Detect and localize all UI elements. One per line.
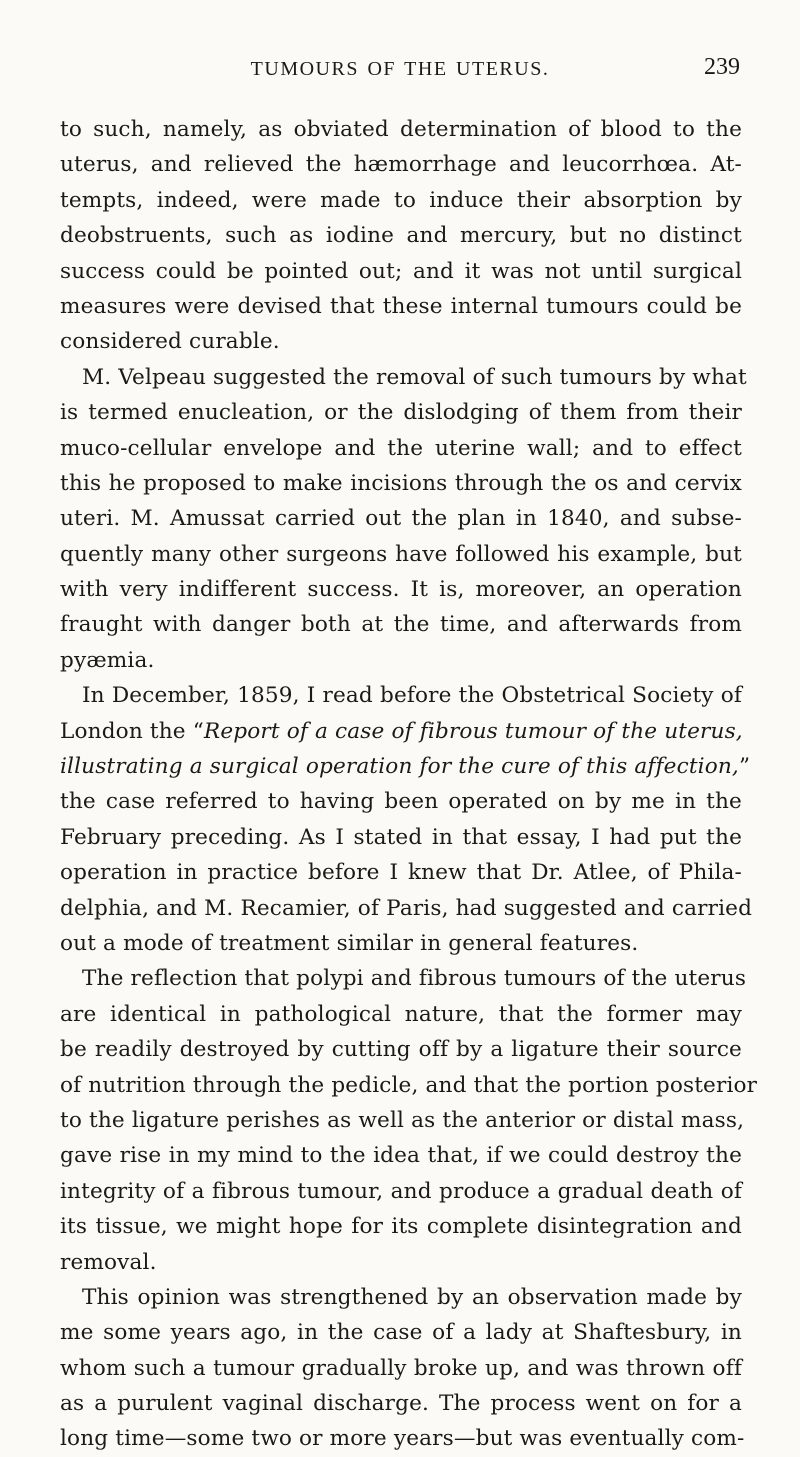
text-line: measures were devised that these internal tumours could be: [60, 293, 742, 319]
text-line: long time—some two or more years—but was eventually com-: [60, 1426, 745, 1452]
text-line: removal.: [60, 1249, 157, 1275]
italic-title-text: Report of a case of fibrous tumour of the uterus,: [203, 718, 743, 744]
text-line: This opinion was strengthened by an observation made by: [82, 1284, 742, 1310]
text-line: integrity of a fibrous tumour, and produce a gradual death of: [60, 1178, 742, 1204]
text-line: fraught with danger both at the time, and afterwards from: [60, 612, 742, 638]
text-line: whom such a tumour gradually broke up, and was thrown off: [60, 1355, 742, 1381]
italic-title-text: illustrating a surgical operation for the cure of this affection,: [60, 754, 739, 780]
text-line: quently many other surgeons have followed his example, but: [60, 541, 742, 567]
text-line: M. Velpeau suggested the removal of such tumours by what: [82, 364, 747, 390]
text-line: this he proposed to make incisions through the os and cervix: [60, 470, 742, 496]
text-line: [60, 714, 742, 749]
running-title: TUMOURS OF THE UTERUS.: [250, 58, 550, 80]
text-line: In December, 1859, I read before the Obstetrical Society of: [82, 683, 742, 709]
text-segment: London the “: [60, 718, 204, 744]
text-line: pyæmia.: [60, 647, 155, 673]
text-line: be readily destroyed by cutting off by a ligature their source: [60, 1037, 742, 1063]
text-line: with very indifferent success. It is, moreover, an operation: [60, 577, 742, 603]
text-line: is termed enucleation, or the dislodging of them from their: [60, 400, 742, 426]
text-line: me some years ago, in the case of a lady at Shaftesbury, in: [60, 1320, 742, 1346]
text-line: considered curable.: [60, 329, 280, 355]
text-line: tempts, indeed, were made to induce their absorption by: [60, 187, 742, 213]
text-line: are identical in pathological nature, that the former may: [60, 1001, 742, 1027]
text-line: of nutrition through the pedicle, and that the portion posterior: [60, 1072, 758, 1098]
text-line: its tissue, we might hope for its complete disintegration and: [60, 1214, 742, 1240]
body-text: [60, 112, 758, 1457]
running-header: [60, 54, 740, 88]
text-line: February preceding. As I stated in that essay, I had put the: [60, 824, 742, 850]
text-line: uteri. M. Amussat carried out the plan in 1840, and subse-: [60, 506, 742, 532]
text-line: The reflection that polypi and fibrous tumours of the uterus: [82, 966, 747, 992]
text-line: success could be pointed out; and it was not until surgical: [60, 258, 742, 284]
text-line: to such, namely, as obviated determination of blood to the: [60, 117, 742, 142]
text-line: muco-cellular envelope and the uterine wall; and to effect: [60, 435, 742, 461]
text-line: as a purulent vaginal discharge. The process went on for a: [60, 1391, 742, 1417]
text-line: [60, 749, 751, 784]
text-segment: ”: [738, 754, 751, 780]
text-line: gave rise in my mind to the idea that, if we could destroy the: [60, 1143, 742, 1169]
text-line: uterus, and relieved the hæmorrhage and leucorrhœa. At-: [60, 152, 742, 178]
text-line: operation in practice before I knew that Dr. Atlee, of Phila-: [60, 860, 742, 886]
text-line: deobstruents, such as iodine and mercury, but no distinct: [60, 223, 742, 249]
text-line: the case referred to having been operated on by me in the: [60, 789, 742, 815]
text-line: to the ligature perishes as well as the anterior or distal mass,: [60, 1107, 745, 1133]
text-line: delphia, and M. Recamier, of Paris, had suggested and carried: [60, 895, 753, 921]
text-line: out a mode of treatment similar in general features.: [60, 930, 639, 956]
page-number: 239: [704, 54, 740, 80]
